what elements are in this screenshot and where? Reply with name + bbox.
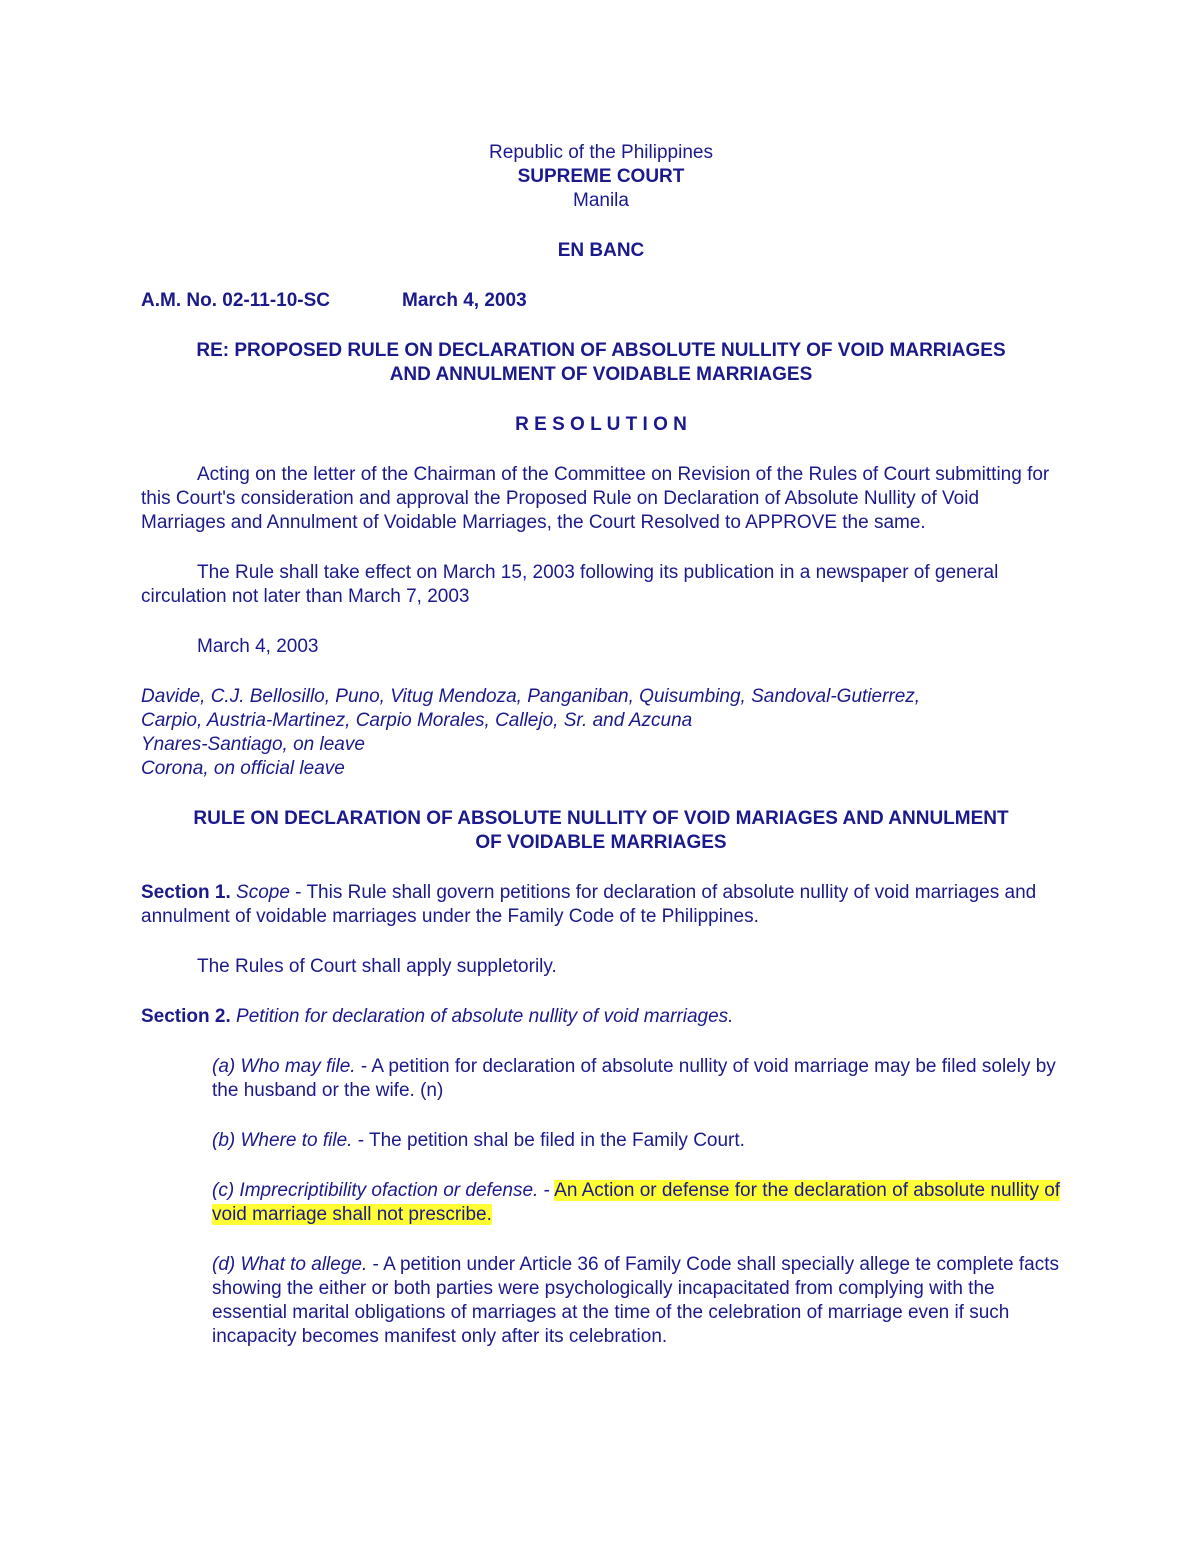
re-title-line-2: AND ANNULMENT OF VOIDABLE MARRIAGES: [389, 364, 813, 385]
section-1-text: - This Rule shall govern petitions for declaration of absolute nullity of void marriages and annulment of voidable marriages under the Family Code of te Philippines.: [141, 882, 1037, 927]
section-1: [141, 881, 1061, 929]
case-number-line: [141, 289, 1061, 313]
subsection-c-sep: -: [538, 1180, 555, 1201]
header-court: SUPREME COURT: [517, 166, 685, 187]
subsection-d: [141, 1253, 1061, 1349]
case-number: A.M. No. 02-11-10-SC: [141, 290, 330, 311]
subsection-b: [141, 1129, 1061, 1153]
subsection-d-text: - A petition under Article 36 of Family Code shall specially allege te complete facts showing the either or both parties were psychologically incapacitated from complying with the essential marital obligations of marriages at the time of the celebration of marriage even if such incapacity becomes manifest only after its celebration.: [212, 1254, 1059, 1347]
subsection-a: [141, 1055, 1061, 1103]
document-page: [141, 141, 1061, 1349]
subsection-a-text: - A petition for declaration of absolute nullity of void marriage may be filed solely by the husband or the wife. (n): [212, 1056, 1056, 1101]
resolution-date: March 4, 2003: [197, 636, 319, 657]
subsection-c-heading: (c) Imprecriptibility ofaction or defense.: [212, 1180, 539, 1201]
resolution-paragraph-1: Acting on the letter of the Chairman of the Committee on Revision of the Rules of Court submitting for this Court's consideration and approval the Proposed Rule on Declaration of Absolute Nullity of Void Marriages and Annulment of Voidable Marriages, the Court Resolved to APPROVE the same.: [141, 464, 1050, 533]
header-city: Manila: [573, 190, 629, 211]
header-republic: Republic of the Philippines: [489, 142, 713, 163]
subsection-d-heading: (d) What to allege.: [212, 1254, 368, 1275]
subsection-c-highlighted-text: An Action or defense for the declaration of absolute nullity of void marriage shall not prescribe.: [212, 1180, 1061, 1225]
justices-line-2: Carpio, Austria-Martinez, Carpio Morales, Callejo, Sr. and Azcuna: [141, 710, 693, 731]
section-1-label: Section 1.: [141, 882, 231, 903]
justices-leave-1: Ynares-Santiago, on leave: [141, 734, 365, 755]
rule-title-line-1: RULE ON DECLARATION OF ABSOLUTE NULLITY OF VOID MARIAGES AND ANNULMENT: [193, 808, 1009, 829]
subsection-c: [141, 1179, 1061, 1227]
resolution-paragraph-2: The Rule shall take effect on March 15, 2003 following its publication in a newspaper of general circulation not later than March 7, 2003: [141, 562, 999, 607]
case-date: March 4, 2003: [402, 290, 527, 311]
subsection-a-heading: (a) Who may file.: [212, 1056, 356, 1077]
section-2: [141, 1005, 1061, 1029]
rule-title-line-2: OF VOIDABLE MARRIAGES: [475, 832, 727, 853]
section-1-heading: Scope: [236, 882, 290, 903]
re-title-line-1: RE: PROPOSED RULE ON DECLARATION OF ABSOLUTE NULLITY OF VOID MARRIAGES: [196, 340, 1006, 361]
section-2-heading: Petition for declaration of absolute nullity of void marriages.: [236, 1006, 734, 1027]
subsection-b-text: - The petition shal be filed in the Family Court.: [352, 1130, 745, 1151]
subsection-b-heading: (b) Where to file.: [212, 1130, 353, 1151]
section-1-paragraph-2: The Rules of Court shall apply suppletorily.: [197, 956, 557, 977]
justices-leave-2: Corona, on official leave: [141, 758, 345, 779]
justices-line-1: Davide, C.J. Bellosillo, Puno, Vitug Mendoza, Panganiban, Quisumbing, Sandoval-Gutierrez,: [141, 686, 921, 707]
resolution-heading: R E S O L U T I O N: [515, 414, 687, 435]
section-2-label: Section 2.: [141, 1006, 231, 1027]
header-en-banc: EN BANC: [557, 240, 645, 261]
